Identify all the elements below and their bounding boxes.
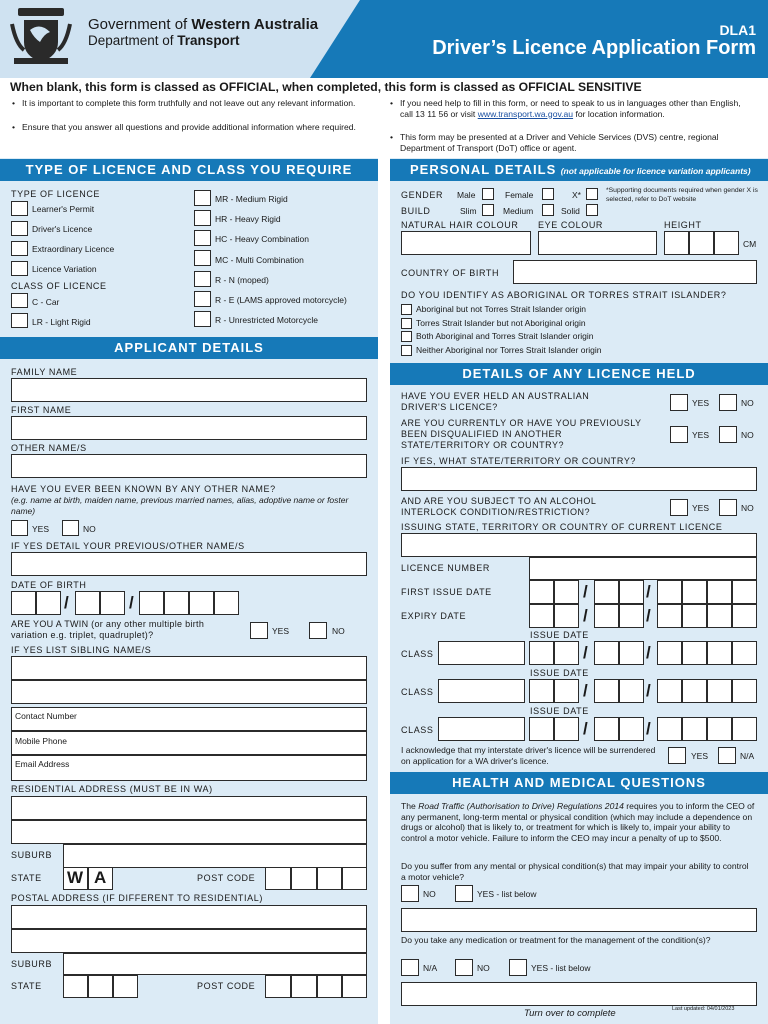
class-c-label: C - Car <box>32 297 60 307</box>
res-postcode-cell[interactable] <box>265 867 291 890</box>
class-field-2[interactable] <box>438 679 525 703</box>
known-yes-label: YES <box>32 524 50 534</box>
class-field-1[interactable] <box>438 641 525 665</box>
class-2-issue-date-cell[interactable] <box>619 679 644 703</box>
first-issue-date-cell[interactable] <box>682 580 707 604</box>
health-q1: Do you suffer from any mental or physical condition(s) that may impair your ability to control a motor vehicle? <box>401 861 749 882</box>
type-drivers-label: Driver's Licence <box>32 224 93 234</box>
build-slim-label: Slim <box>460 206 477 216</box>
ack-na-label: N/A <box>740 751 755 761</box>
gender-x-label: X* <box>572 190 581 200</box>
ack-yes-checkbox[interactable] <box>668 747 686 764</box>
class-1-issue-date-cell[interactable] <box>707 641 732 665</box>
class-mr-label: MR - Medium Rigid <box>215 194 288 204</box>
class-1-issue-date-cell[interactable] <box>594 641 619 665</box>
form-code: DLA1 <box>719 22 756 38</box>
build-slim-checkbox[interactable] <box>482 204 494 216</box>
res-postcode-cell[interactable] <box>317 867 342 890</box>
dob-cell[interactable] <box>36 591 61 615</box>
licence-q4-yes-label: YES <box>692 503 710 513</box>
gender-label: GENDER <box>401 190 444 200</box>
dob-cell[interactable] <box>139 591 164 615</box>
dob-separator: / <box>64 593 69 612</box>
class-r-label: R - Unrestricted Motorcycle <box>215 315 318 325</box>
licence-number-field[interactable] <box>529 557 757 580</box>
aboriginal-opt-1-checkbox[interactable] <box>401 304 412 315</box>
height-cell[interactable] <box>689 231 714 255</box>
height-label: HEIGHT <box>664 220 702 230</box>
mobile-phone-label: Mobile Phone <box>15 736 67 746</box>
known-hint: (e.g. name at birth, maiden name, previous married names, alias, adoptive name or foster name) <box>11 495 349 516</box>
aboriginal-opt-3-label: Both Aboriginal and Torres Strait Islander origin <box>416 331 594 341</box>
height-cell[interactable] <box>714 231 739 255</box>
first-name-label: FIRST NAME <box>11 405 72 415</box>
family-name-label: FAMILY NAME <box>11 367 78 377</box>
licence-q1: HAVE YOU EVER HELD AN AUSTRALIAN DRIVER'S LICENCE? <box>401 391 590 412</box>
expiry-date-cell[interactable] <box>707 604 732 628</box>
health-q2: Do you take any medication or treatment for the management of the condition(s)? <box>401 935 711 945</box>
twin-no-checkbox[interactable] <box>309 622 327 639</box>
gender-note: *Supporting documents required when gender X is selected, refer to DoT website <box>606 187 758 203</box>
twin-yes-label: YES <box>272 626 290 636</box>
last-updated: Last updated: 04/01/2023 <box>672 1006 735 1012</box>
licence-q5: ISSUING STATE, TERRITORY OR COUNTRY OF CURRENT LICENCE <box>401 522 723 532</box>
email-label: Email Address <box>15 759 70 769</box>
dob-cell[interactable] <box>214 591 239 615</box>
aboriginal-opt-2-checkbox[interactable] <box>401 318 412 329</box>
first-issue-date-cell[interactable] <box>554 580 579 604</box>
res-suburb-label: SUBURB <box>11 850 53 860</box>
gender-female-checkbox[interactable] <box>542 188 554 200</box>
expiry-date-cell[interactable] <box>619 604 644 628</box>
licence-number-label: LICENCE NUMBER <box>401 563 490 573</box>
health-q1-no-checkbox[interactable] <box>401 885 419 902</box>
type-variation-checkbox[interactable] <box>11 261 28 276</box>
classification-banner: When blank, this form is classed as OFFICIAL, when completed, this form is classed as OFFICIAL SENSITIVE <box>10 80 642 94</box>
postal-postcode-label: POST CODE <box>197 981 256 991</box>
eye-field[interactable] <box>538 231 657 255</box>
health-paragraph: The Road Traffic (Authorisation to Drive) Regulations 2014 requires you to inform the CEO of any permanent, long-term mental or physical condition (which may include a dependence on drugs or alcohol) that is likely to, or treatment for which is likely to, impair your ability to control a motor vehicle. Failure to inform the CEO may incur a penalty of up to $500. <box>401 801 755 843</box>
health-q2-yes-checkbox[interactable] <box>509 959 527 976</box>
class-c-checkbox[interactable] <box>11 293 28 308</box>
height-unit: CM <box>743 239 757 249</box>
dept-name: Department of Transport <box>88 33 240 48</box>
class-2-issue-date-cell[interactable] <box>594 679 619 703</box>
gender-female-label: Female <box>505 190 534 200</box>
postal-address-field-2[interactable] <box>11 929 367 953</box>
class-2-issue-date-cell[interactable] <box>682 679 707 703</box>
res-suburb-field[interactable] <box>63 844 367 868</box>
class-2-issue-date-separator: / <box>646 681 651 700</box>
class-3-issue-date-cell[interactable] <box>682 717 707 741</box>
first-issue-date-cell[interactable] <box>707 580 732 604</box>
expiry-date-cell[interactable] <box>554 604 579 628</box>
class-mc-label: MC - Multi Combination <box>215 255 304 265</box>
res-postcode-cell[interactable] <box>342 867 367 890</box>
expiry-date-separator: / <box>646 606 651 625</box>
other-names-label: OTHER NAME/S <box>11 443 87 453</box>
residential-address-field-2[interactable] <box>11 820 367 844</box>
licence-q1-yes-checkbox[interactable] <box>670 394 688 411</box>
hair-field[interactable] <box>401 231 531 255</box>
class-3-issue-date-cell[interactable] <box>707 717 732 741</box>
personal-section-title: PERSONAL DETAILS (not applicable for licence variation applicants) <box>390 159 768 181</box>
postal-state-cell[interactable] <box>88 975 113 998</box>
form-title: Driver’s Licence Application Form <box>432 37 756 59</box>
licence-q4: AND ARE YOU SUBJECT TO AN ALCOHOL INTERLOCK CONDITION/RESTRICTION? <box>401 496 597 517</box>
licence-q1-no-label: NO <box>741 398 754 408</box>
licence-q3: IF YES, WHAT STATE/TERRITORY OR COUNTRY? <box>401 456 637 466</box>
class-1-issue-date-separator: / <box>646 643 651 662</box>
build-label: BUILD <box>401 206 431 216</box>
class-2-issue-date-cell[interactable] <box>732 679 757 703</box>
health-q2-field[interactable] <box>401 982 757 1006</box>
dob-cell[interactable] <box>75 591 100 615</box>
previous-names-field[interactable] <box>11 552 367 576</box>
type-extraordinary-label: Extraordinary Licence <box>32 244 115 254</box>
note-left-2: • Ensure that you answer all questions and provide additional information where required. <box>22 122 362 133</box>
postal-postcode-cell[interactable] <box>291 975 317 998</box>
gender-male-label: Male <box>457 190 476 200</box>
expiry-date-cell[interactable] <box>657 604 682 628</box>
postal-state-cell[interactable] <box>63 975 88 998</box>
health-q1-field[interactable] <box>401 908 757 932</box>
class-3-issue-date-cell[interactable] <box>657 717 682 741</box>
twin-yes-checkbox[interactable] <box>250 622 268 639</box>
first-name-field[interactable] <box>11 416 367 440</box>
type-learners-label: Learner's Permit <box>32 204 95 214</box>
family-name-field[interactable] <box>11 378 367 402</box>
class-3-issue-date-cell[interactable] <box>529 717 554 741</box>
class-label-3: CLASS <box>401 725 434 735</box>
first-issue-date-cell[interactable] <box>657 580 682 604</box>
residential-address-label: RESIDENTIAL ADDRESS (MUST BE IN WA) <box>11 784 213 794</box>
gov-name: Government of Western Australia <box>88 16 319 33</box>
licence-q1-no-checkbox[interactable] <box>719 394 737 411</box>
residential-address-field-1[interactable] <box>11 796 367 820</box>
class-2-issue-date-separator: / <box>583 681 588 700</box>
type-extraordinary-checkbox[interactable] <box>11 241 28 256</box>
class-3-issue-date-cell[interactable] <box>732 717 757 741</box>
licence-q4-no-label: NO <box>741 503 754 513</box>
class-mc-checkbox[interactable] <box>194 250 211 266</box>
res-state-a: A <box>94 868 107 887</box>
type-variation-label: Licence Variation <box>32 264 97 274</box>
res-postcode-cell[interactable] <box>291 867 317 890</box>
known-question: HAVE YOU EVER BEEN KNOWN BY ANY OTHER NAME? <box>11 484 276 494</box>
licence-q2-yes-checkbox[interactable] <box>670 426 688 443</box>
class-3-issue-date-cell[interactable] <box>619 717 644 741</box>
type-learners-checkbox[interactable] <box>11 201 28 216</box>
class-3-issue-date-separator: / <box>583 719 588 738</box>
issue-date-label-1: ISSUE DATE <box>530 630 589 640</box>
dob-cell[interactable] <box>11 591 36 615</box>
res-state-w: W <box>67 868 84 887</box>
class-r-checkbox[interactable] <box>194 311 211 327</box>
build-solid-label: Solid <box>561 206 580 216</box>
health-q1-yes-label: YES - list below <box>477 889 537 899</box>
postal-suburb-label: SUBURB <box>11 959 53 969</box>
class-2-issue-date-cell[interactable] <box>657 679 682 703</box>
sibling-label: IF YES LIST SIBLING NAME/S <box>11 645 152 655</box>
issue-date-label-3: ISSUE DATE <box>530 706 589 716</box>
class-hc-checkbox[interactable] <box>194 230 211 246</box>
note-left-1: • It is important to complete this form truthfully and not leave out any relevant information. <box>22 98 374 109</box>
height-cell[interactable] <box>664 231 689 255</box>
class-3-issue-date-cell[interactable] <box>554 717 579 741</box>
class-1-issue-date-cell[interactable] <box>529 641 554 665</box>
class-lr-label: LR - Light Rigid <box>32 317 91 327</box>
issue-date-label-2: ISSUE DATE <box>530 668 589 678</box>
class-rn-checkbox[interactable] <box>194 271 211 287</box>
class-rn-label: R - N (moped) <box>215 275 269 285</box>
licence-q5-field[interactable] <box>401 533 757 557</box>
known-no-checkbox[interactable] <box>62 520 79 536</box>
ack-yes-label: YES <box>691 751 709 761</box>
class-1-issue-date-cell[interactable] <box>554 641 579 665</box>
applicant-section-title: APPLICANT DETAILS <box>0 337 378 359</box>
sibling-field-2[interactable] <box>11 680 367 704</box>
health-q2-no-label: NO <box>477 963 490 973</box>
country-birth-label: COUNTRY OF BIRTH <box>401 268 500 278</box>
licence-q4-no-checkbox[interactable] <box>719 499 737 516</box>
class-re-checkbox[interactable] <box>194 291 211 307</box>
licence-q3-field[interactable] <box>401 467 757 491</box>
postal-suburb-field[interactable] <box>63 953 367 975</box>
class-label-1: CLASS <box>401 649 434 659</box>
aboriginal-opt-3-checkbox[interactable] <box>401 331 412 342</box>
res-state-label: STATE <box>11 873 42 883</box>
contact-number-label: Contact Number <box>15 711 77 721</box>
class-label-2: CLASS <box>401 687 434 697</box>
health-q2-yes-label: YES - list below <box>531 963 591 973</box>
class-2-issue-date-cell[interactable] <box>707 679 732 703</box>
licence-q2-yes-label: YES <box>692 430 710 440</box>
postal-state-cell[interactable] <box>113 975 138 998</box>
licence-q2-no-checkbox[interactable] <box>719 426 737 443</box>
type-label: TYPE OF LICENCE <box>11 189 101 199</box>
class-lr-checkbox[interactable] <box>11 313 28 328</box>
aboriginal-opt-1-label: Aboriginal but not Torres Strait Islander origin <box>416 304 586 314</box>
class-hc-label: HC - Heavy Combination <box>215 234 310 244</box>
health-q2-na-label: N/A <box>423 963 438 973</box>
class-hr-label: HR - Heavy Rigid <box>215 214 281 224</box>
class-field-3[interactable] <box>438 717 525 741</box>
licence-q2: ARE YOU CURRENTLY OR HAVE YOU PREVIOUSLY BEEN DISQUALIFIED IN ANOTHER STATE/TERRITORY OR COUNTRY? <box>401 418 642 450</box>
expiry-date-cell[interactable] <box>594 604 619 628</box>
class-3-issue-date-separator: / <box>646 719 651 738</box>
note-right-2: • This form may be presented at a Driver and Vehicle Services (DVS) centre, regional Department of Transport (DoT) office or agent. <box>400 132 752 153</box>
first-issue-label: FIRST ISSUE DATE <box>401 587 492 597</box>
dob-separator: / <box>129 593 134 612</box>
dob-cell[interactable] <box>164 591 189 615</box>
dob-cell[interactable] <box>100 591 125 615</box>
class-1-issue-date-cell[interactable] <box>619 641 644 665</box>
health-q2-no-checkbox[interactable] <box>455 959 473 976</box>
expiry-date-cell[interactable] <box>682 604 707 628</box>
licence-held-section-title: DETAILS OF ANY LICENCE HELD <box>390 363 768 385</box>
known-yes-checkbox[interactable] <box>11 520 28 536</box>
type-section-title: TYPE OF LICENCE AND CLASS YOU REQUIRE <box>0 159 378 181</box>
known-no-label: NO <box>83 524 96 534</box>
class-re-label: R - E (LAMS approved motorcycle) <box>215 295 347 305</box>
class-2-issue-date-cell[interactable] <box>554 679 579 703</box>
first-issue-date-cell[interactable] <box>619 580 644 604</box>
country-birth-field[interactable] <box>513 260 757 284</box>
expiry-label: EXPIRY DATE <box>401 611 467 621</box>
class-2-issue-date-cell[interactable] <box>529 679 554 703</box>
expiry-date-separator: / <box>583 606 588 625</box>
first-issue-date-separator: / <box>583 582 588 601</box>
surrender-acknowledgement: I acknowledge that my interstate driver's licence will be surrendered on application for a WA driver's licence. <box>401 745 656 766</box>
other-names-field[interactable] <box>11 454 367 478</box>
build-medium-checkbox[interactable] <box>542 204 554 216</box>
sibling-field-1[interactable] <box>11 656 367 680</box>
licence-q4-yes-checkbox[interactable] <box>670 499 688 516</box>
previous-names-label: IF YES DETAIL YOUR PREVIOUS/OTHER NAME/S <box>11 541 245 551</box>
class-1-issue-date-cell[interactable] <box>732 641 757 665</box>
class-1-issue-date-cell[interactable] <box>657 641 682 665</box>
dob-label: DATE OF BIRTH <box>11 580 87 590</box>
aboriginal-opt-4-checkbox[interactable] <box>401 345 412 356</box>
class-3-issue-date-cell[interactable] <box>594 717 619 741</box>
postal-postcode-cell[interactable] <box>317 975 342 998</box>
postal-postcode-cell[interactable] <box>265 975 291 998</box>
class-1-issue-date-cell[interactable] <box>682 641 707 665</box>
class-1-issue-date-separator: / <box>583 643 588 662</box>
wa-crest-icon <box>10 8 72 66</box>
aboriginal-opt-2-label: Torres Strait Islander but not Aboriginal origin <box>416 318 586 328</box>
build-medium-label: Medium <box>503 206 534 216</box>
class-mr-checkbox[interactable] <box>194 190 211 206</box>
class-label: CLASS OF LICENCE <box>11 281 107 291</box>
build-solid-checkbox[interactable] <box>586 204 598 216</box>
dob-cell[interactable] <box>189 591 214 615</box>
expiry-date-cell[interactable] <box>529 604 554 628</box>
health-q1-yes-checkbox[interactable] <box>455 885 473 902</box>
postal-address-field-1[interactable] <box>11 905 367 929</box>
health-q2-na-checkbox[interactable] <box>401 959 419 976</box>
aboriginal-question: DO YOU IDENTIFY AS ABORIGINAL OR TORRES STRAIT ISLANDER? <box>401 290 727 300</box>
first-issue-date-separator: / <box>646 582 651 601</box>
first-issue-date-cell[interactable] <box>529 580 554 604</box>
twin-no-label: NO <box>332 626 345 636</box>
postal-postcode-cell[interactable] <box>342 975 367 998</box>
expiry-date-cell[interactable] <box>732 604 757 628</box>
eye-label: EYE COLOUR <box>538 220 604 230</box>
transport-link[interactable]: www.transport.wa.gov.au <box>477 108 574 119</box>
type-drivers-checkbox[interactable] <box>11 221 28 236</box>
turn-over-note: Turn over to complete <box>524 1008 616 1019</box>
postal-state-label: STATE <box>11 981 42 991</box>
hair-label: NATURAL HAIR COLOUR <box>401 220 519 230</box>
twin-question: ARE YOU A TWIN (or any other multiple birth variation e.g. triplet, quadruplet)? <box>11 619 205 640</box>
ack-na-checkbox[interactable] <box>718 747 736 764</box>
first-issue-date-cell[interactable] <box>732 580 757 604</box>
class-hr-checkbox[interactable] <box>194 210 211 226</box>
postal-address-label: POSTAL ADDRESS (IF DIFFERENT TO RESIDENTIAL) <box>11 893 263 903</box>
first-issue-date-cell[interactable] <box>594 580 619 604</box>
health-q1-no-label: NO <box>423 889 436 899</box>
gender-male-checkbox[interactable] <box>482 188 494 200</box>
health-section-title: HEALTH AND MEDICAL QUESTIONS <box>390 772 768 794</box>
res-postcode-label: POST CODE <box>197 873 256 883</box>
note-right-1: • If you need help to fill in this form, or need to speak to us in languages other than English, call 13 11 56 or visit www.transport.wa.gov.au for location information. <box>400 98 752 119</box>
gender-x-checkbox[interactable] <box>586 188 598 200</box>
licence-q1-yes-label: YES <box>692 398 710 408</box>
aboriginal-opt-4-label: Neither Aboriginal nor Torres Strait Islander origin <box>416 345 602 355</box>
licence-q2-no-label: NO <box>741 430 754 440</box>
